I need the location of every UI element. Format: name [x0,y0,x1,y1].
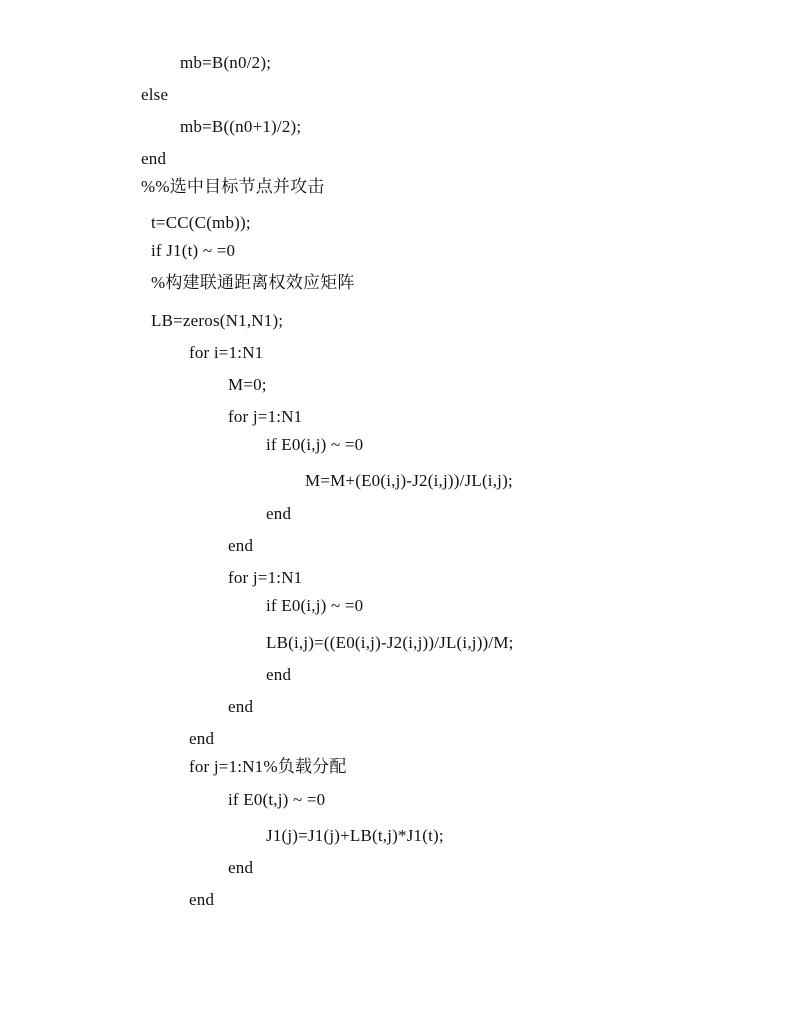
code-line: J1(j)=J1(j)+LB(t,j)*J1(t); [266,826,444,845]
code-line: end [266,665,292,684]
code-line: LB=zeros(N1,N1); [151,311,284,330]
code-comment: %构建联通距离权效应矩阵 [151,273,355,292]
code-line: end [189,890,215,909]
code-line: for j=1:N1 [228,407,303,426]
code-line: else [141,85,169,104]
code-comment: %%选中目标节点并攻击 [141,177,325,196]
code-line: if E0(i,j) ~ =0 [266,435,364,454]
code-line: for i=1:N1 [189,343,264,362]
code-line: M=0; [228,375,267,394]
code-line: if E0(t,j) ~ =0 [228,790,326,809]
code-line: for j=1:N1 [228,568,303,587]
code-line: t=CC(C(mb)); [151,213,251,232]
code-line: if E0(i,j) ~ =0 [266,596,364,615]
code-line: LB(i,j)=((E0(i,j)-J2(i,j))/JL(i,j))/M; [266,633,514,652]
code-line: for j=1:N1%负载分配 [189,757,347,776]
code-line: end [141,149,167,168]
code-line: end [266,504,292,523]
code-line: end [228,536,254,555]
code-line: mb=B(n0/2); [180,53,272,72]
code-line: if J1(t) ~ =0 [151,241,236,260]
code-line: end [228,858,254,877]
code-line: end [189,729,215,748]
code-line: mb=B((n0+1)/2); [180,117,302,136]
code-line: end [228,697,254,716]
code-line: M=M+(E0(i,j)-J2(i,j))/JL(i,j); [305,471,513,490]
